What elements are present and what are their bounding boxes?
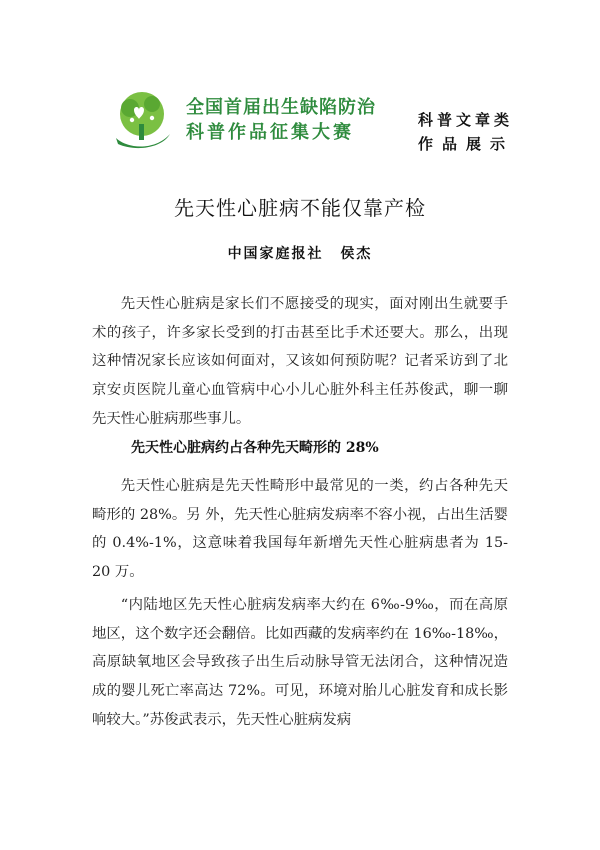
article-paragraph-3: “内陆地区先天性心脏病发病率大约在 6‰-9‰，而在高原地区，这个数字还会翻倍。比如西藏的发病率约在 16‰-18‰，高原缺氧地区会导致孩子出生后动脉导管无法闭合，这种情况造成的婴儿死亡率高达 72%。可见，环境对胎儿心脏发育和成长影响较大。”苏俊武表示，先天性心脏病发病: [92, 597, 508, 728]
contest-logo: [108, 88, 176, 156]
category-line2: 作品展示: [418, 135, 515, 153]
category-label: [418, 108, 514, 156]
category-line1: 科普文章类: [418, 111, 514, 129]
article-paragraph-1: 先天性心脏病是家长们不愿接受的现实，面对刚出生就要手术的孩子，许多家长受到的打击甚至比手术还要大。那么，出现这种情况家长应该如何面对，又该如何预防呢？记者采访到了北京安贞医院儿童心血管病中心小儿心脏外科主任苏俊武，聊一聊先天性心脏病那些事儿。: [92, 296, 508, 427]
contest-name-line1: 全国首届出生缺陷防治: [186, 97, 376, 118]
contest-name: [186, 96, 376, 146]
article-byline: 中国家庭报社 侯杰: [227, 246, 373, 262]
article-title: 先天性心脏病不能仅靠产检: [174, 196, 426, 220]
contest-name-line2: 科普作品征集大赛: [186, 122, 354, 143]
tree-hand-logo-icon: [108, 88, 176, 156]
section-subheading: 先天性心脏病约占各种先天畸形的 28%: [131, 440, 379, 456]
article-paragraph-2: 先天性心脏病是先天性畸形中最常见的一类，约占各种先天畸形的 28%。另 外，先天性心脏病发病率不容小视，占出生活婴的 0.4%-1%，这意味着我国每年新增先天性心脏病患者为 15-20 万。: [92, 478, 508, 581]
